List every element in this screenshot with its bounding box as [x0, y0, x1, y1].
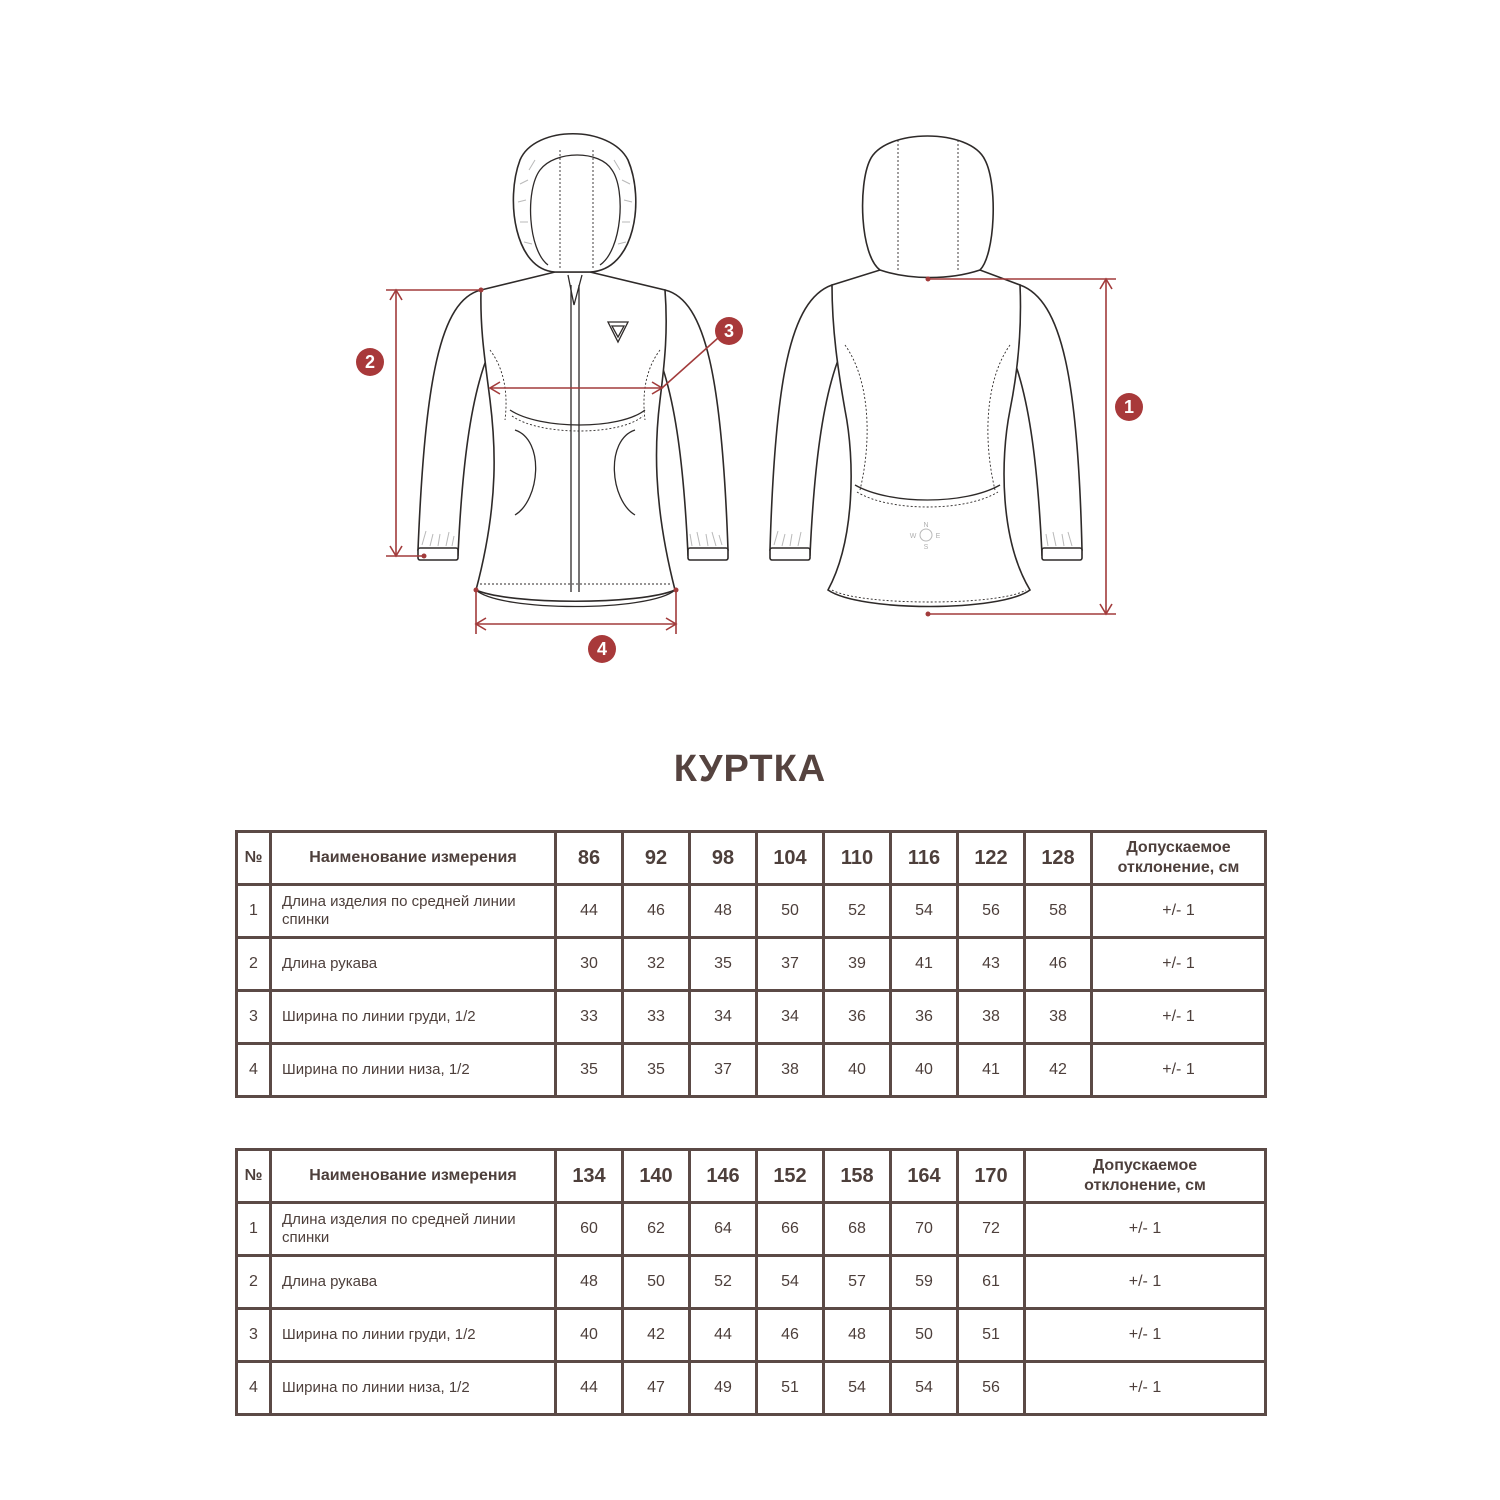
header-size: 110 — [824, 832, 891, 885]
compass-s-label: S — [923, 544, 929, 551]
header-size: 98 — [690, 832, 757, 885]
row-value: 38 — [1025, 991, 1092, 1044]
row-tolerance: +/- 1 — [1092, 1044, 1266, 1097]
header-size: 158 — [824, 1150, 891, 1203]
header-name: Наименование измерения — [271, 832, 556, 885]
row-value: 48 — [690, 885, 757, 938]
header-tolerance-line1: Допускаемое — [1126, 839, 1231, 856]
table-row — [237, 991, 1266, 1044]
row-value: 38 — [757, 1044, 824, 1097]
row-value: 40 — [556, 1309, 623, 1362]
row-value: 48 — [556, 1256, 623, 1309]
table-row — [237, 1362, 1266, 1415]
header-num: № — [237, 832, 271, 885]
row-value: 44 — [556, 885, 623, 938]
row-value: 68 — [824, 1203, 891, 1256]
row-tolerance: +/- 1 — [1025, 1309, 1266, 1362]
row-value: 70 — [891, 1203, 958, 1256]
header-size: 146 — [690, 1150, 757, 1203]
callout-badge-4 — [588, 635, 616, 663]
row-param: Ширина по линии низа, 1/2 — [271, 1044, 556, 1097]
header-tolerance-line1: Допускаемое — [1092, 1157, 1198, 1174]
table-row — [237, 1256, 1266, 1309]
row-value: 33 — [556, 991, 623, 1044]
header-name: Наименование измерения — [271, 1150, 556, 1203]
header-size: 92 — [623, 832, 690, 885]
row-num: 4 — [237, 1044, 271, 1097]
header-size: 122 — [958, 832, 1025, 885]
row-value: 35 — [623, 1044, 690, 1097]
table-header-row — [237, 832, 1266, 885]
row-value: 52 — [824, 885, 891, 938]
row-value: 36 — [891, 991, 958, 1044]
row-value: 51 — [958, 1309, 1025, 1362]
row-value: 46 — [1025, 938, 1092, 991]
row-num: 2 — [237, 938, 271, 991]
row-num: 3 — [237, 991, 271, 1044]
row-value: 37 — [690, 1044, 757, 1097]
row-tolerance: +/- 1 — [1092, 885, 1266, 938]
row-param: Ширина по линии низа, 1/2 — [271, 1362, 556, 1415]
svg-text:3: 3 — [723, 321, 735, 341]
table-header-row — [237, 1150, 1266, 1203]
size-table-2 — [235, 1148, 1267, 1416]
row-value: 34 — [757, 991, 824, 1044]
row-value: 58 — [1025, 885, 1092, 938]
jacket-technical-sketch — [0, 0, 1500, 720]
row-value: 35 — [556, 1044, 623, 1097]
row-value: 42 — [1025, 1044, 1092, 1097]
row-value: 50 — [623, 1256, 690, 1309]
row-value: 50 — [891, 1309, 958, 1362]
header-size: 170 — [958, 1150, 1025, 1203]
row-value: 47 — [623, 1362, 690, 1415]
table-row — [237, 1044, 1266, 1097]
svg-text:2: 2 — [364, 352, 376, 372]
row-param: Длина изделия по средней линии спинки — [271, 1203, 556, 1256]
row-value: 44 — [556, 1362, 623, 1415]
page-title: КУРТКА — [673, 748, 827, 790]
row-tolerance: +/- 1 — [1025, 1362, 1266, 1415]
jacket-back-view — [770, 136, 1082, 607]
header-size: 134 — [556, 1150, 623, 1203]
row-value: 35 — [690, 938, 757, 991]
row-value: 36 — [824, 991, 891, 1044]
header-num: № — [237, 1150, 271, 1203]
row-value: 37 — [757, 938, 824, 991]
row-value: 39 — [824, 938, 891, 991]
row-value: 54 — [891, 885, 958, 938]
header-size: 140 — [623, 1150, 690, 1203]
row-num: 4 — [237, 1362, 271, 1415]
row-value: 72 — [958, 1203, 1025, 1256]
row-value: 34 — [690, 991, 757, 1044]
row-param: Длина рукава — [271, 938, 556, 991]
row-value: 54 — [891, 1362, 958, 1415]
svg-text:4: 4 — [596, 639, 608, 659]
compass-e-label: E — [935, 533, 941, 540]
header-size: 164 — [891, 1150, 958, 1203]
compass-n-label: N — [923, 522, 929, 529]
row-param: Ширина по линии груди, 1/2 — [271, 991, 556, 1044]
row-value: 66 — [757, 1203, 824, 1256]
row-tolerance: +/- 1 — [1092, 991, 1266, 1044]
row-value: 41 — [891, 938, 958, 991]
row-num: 1 — [237, 885, 271, 938]
row-value: 46 — [757, 1309, 824, 1362]
svg-text:1: 1 — [1123, 397, 1135, 417]
header-size: 86 — [556, 832, 623, 885]
row-tolerance: +/- 1 — [1025, 1256, 1266, 1309]
row-value: 40 — [891, 1044, 958, 1097]
row-value: 64 — [690, 1203, 757, 1256]
row-value: 57 — [824, 1256, 891, 1309]
table-row — [237, 1309, 1266, 1362]
row-value: 42 — [623, 1309, 690, 1362]
header-size: 104 — [757, 832, 824, 885]
row-value: 56 — [958, 1362, 1025, 1415]
row-value: 52 — [690, 1256, 757, 1309]
header-tolerance-line2: отклонение, см — [1084, 1177, 1206, 1194]
row-value: 54 — [757, 1256, 824, 1309]
row-value: 32 — [623, 938, 690, 991]
row-value: 48 — [824, 1309, 891, 1362]
row-value: 60 — [556, 1203, 623, 1256]
row-value: 43 — [958, 938, 1025, 991]
table-row — [237, 1203, 1266, 1256]
row-value: 54 — [824, 1362, 891, 1415]
header-tolerance-line2: отклонение, см — [1117, 859, 1240, 876]
row-value: 44 — [690, 1309, 757, 1362]
callout-badge-1 — [1115, 393, 1143, 421]
compass-w-label: W — [909, 533, 917, 540]
table-row — [237, 885, 1266, 938]
row-num: 1 — [237, 1203, 271, 1256]
header-tolerance — [1092, 832, 1266, 885]
row-value: 62 — [623, 1203, 690, 1256]
header-size: 128 — [1025, 832, 1092, 885]
row-value: 46 — [623, 885, 690, 938]
header-size: 116 — [891, 832, 958, 885]
row-param: Длина изделия по средней линии спинки — [271, 885, 556, 938]
row-num: 2 — [237, 1256, 271, 1309]
callout-badge-3 — [715, 317, 743, 345]
row-value: 38 — [958, 991, 1025, 1044]
row-value: 40 — [824, 1044, 891, 1097]
row-value: 49 — [690, 1362, 757, 1415]
row-value: 41 — [958, 1044, 1025, 1097]
row-value: 56 — [958, 885, 1025, 938]
size-table-1 — [235, 830, 1267, 1098]
row-value: 30 — [556, 938, 623, 991]
row-value: 50 — [757, 885, 824, 938]
row-num: 3 — [237, 1309, 271, 1362]
row-param: Ширина по линии груди, 1/2 — [271, 1309, 556, 1362]
header-size: 152 — [757, 1150, 824, 1203]
row-value: 59 — [891, 1256, 958, 1309]
header-tolerance — [1025, 1150, 1266, 1203]
row-value: 51 — [757, 1362, 824, 1415]
row-tolerance: +/- 1 — [1092, 938, 1266, 991]
row-tolerance: +/- 1 — [1025, 1203, 1266, 1256]
row-value: 61 — [958, 1256, 1025, 1309]
callout-badge-2 — [356, 348, 384, 376]
row-param: Длина рукава — [271, 1256, 556, 1309]
table-row — [237, 938, 1266, 991]
row-value: 33 — [623, 991, 690, 1044]
